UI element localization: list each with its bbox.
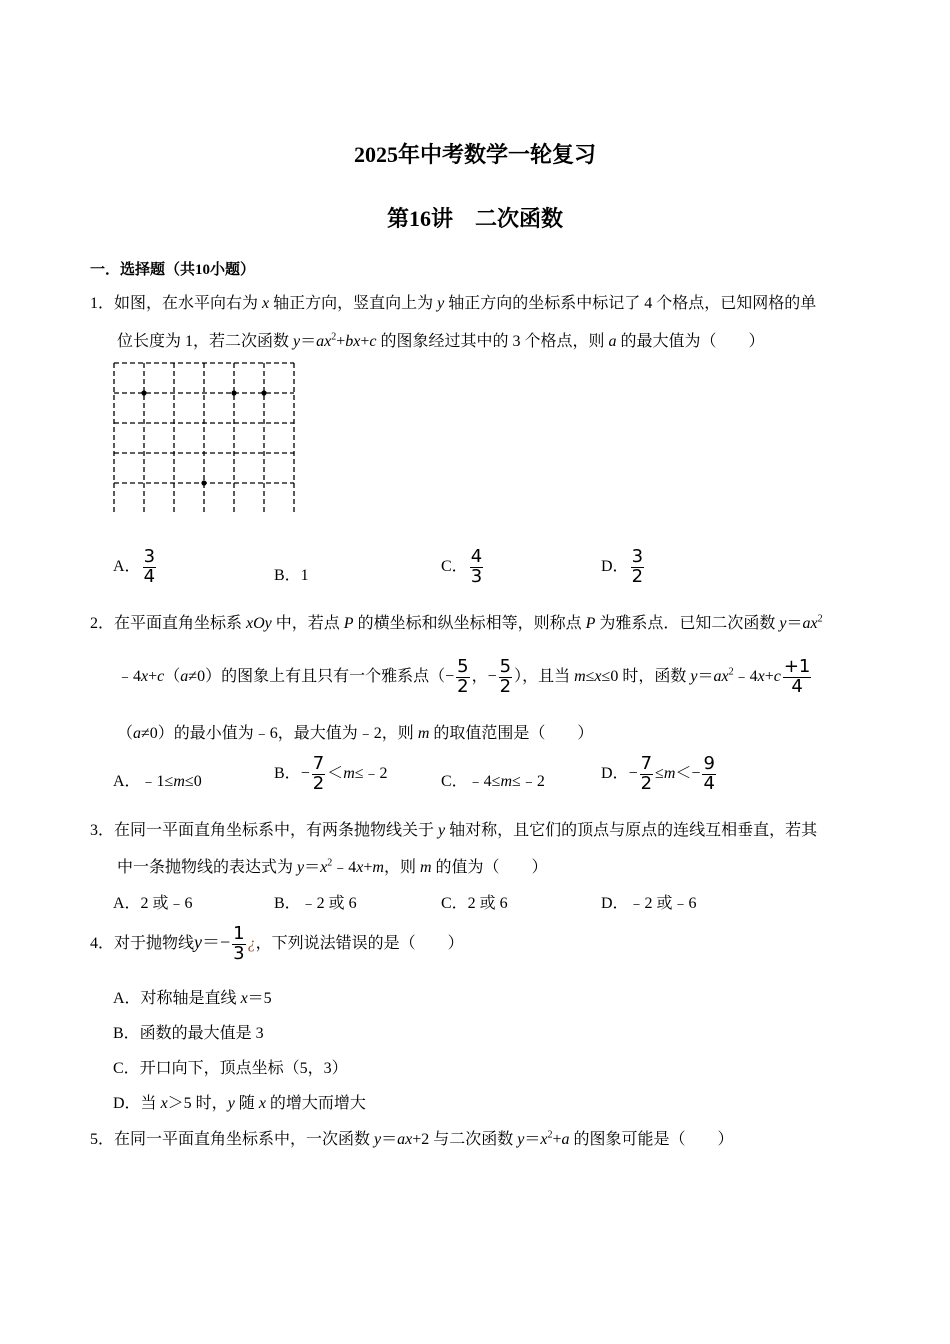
q4-option-a[interactable]: A．对称轴是直线 x＝5 — [113, 990, 272, 1007]
q3-option-c[interactable]: C．2 或 6 — [441, 895, 508, 912]
q2-line3: （a≠0）的最小值为﹣6，最大值为﹣2，则 m 的取值范围是（ ） — [117, 725, 594, 742]
lattice-grid-figure — [113, 362, 297, 512]
q3-option-d[interactable]: D．﹣2 或﹣6 — [601, 895, 697, 912]
lattice-point — [261, 390, 266, 395]
lattice-point — [201, 480, 206, 485]
q2-option-c[interactable]: C．﹣4≤m≤﹣2 — [441, 773, 545, 790]
q4-option-d[interactable]: D．当 x＞5 时，y 随 x 的增大而增大 — [113, 1095, 366, 1112]
q3-line1: 3．在同一平面直角坐标系中，有两条抛物线关于 y 轴对称，且它们的顶点与原点的连线互相垂直，若其 — [90, 822, 818, 839]
q1-option-d[interactable]: D． $\frac{3}{2}$ — [601, 546, 644, 587]
q4-option-b[interactable]: B．函数的最大值是 3 — [113, 1025, 264, 1042]
q2-line1: 2．在平面直角坐标系 xOy 中，若点 P 的横坐标和纵坐标相等，则称点 P 为雅系点．已知二次函数 $y=ax^2$ — [90, 613, 823, 632]
q2-option-b[interactable]: B．− $\frac{7}{2}$ ＜m≤﹣2 — [274, 753, 388, 794]
q1-line1: 1．如图，在水平向右为 x 轴正方向，竖直向上为 y 轴正方向的坐标系中标记了 4 个格点，已知网格的单 — [90, 295, 817, 312]
lattice-point — [231, 390, 236, 395]
q2-option-a[interactable]: A．﹣1≤m≤0 — [113, 773, 202, 790]
q3-option-b[interactable]: B．﹣2 或 6 — [274, 895, 357, 912]
lattice-point — [141, 390, 146, 395]
q1-option-c[interactable]: C． $\frac{4}{3}$ — [441, 546, 483, 587]
lecture-title: 第16讲 二次函数 — [386, 206, 563, 231]
q5-line1: 5．在同一平面直角坐标系中，一次函数 y＝ax+2 与二次函数 $y=x^2+a$ 的图象可能是（ ） — [90, 1129, 734, 1148]
q3-line2: 中一条抛物线的表达式为 $y=x^2﹣4x+m$，则 m 的值为（ ） — [117, 857, 548, 876]
q3-option-a[interactable]: A．2 或﹣6 — [113, 895, 193, 912]
section-heading: 一．选择题（共10小题） — [90, 262, 256, 278]
q1-option-b[interactable]: B．1 — [274, 567, 309, 584]
q1-line2: 位长度为 1，若二次函数 $y=ax^2+bx+c$ 的图象经过其中的 3 个格点，则 a 的最大值为（ ） — [117, 331, 765, 350]
q4-line1: 4．对于抛物线y＝− $\frac{1}{3}$ ¿，下列说法错误的是（ ） — [90, 923, 464, 964]
q2-option-d[interactable]: D．− $\frac{7}{2}$ ≤m＜− $\frac{9}{4}$ — [601, 753, 715, 794]
document-title: 2025年中考数学一轮复习 — [353, 142, 596, 167]
q1-option-a[interactable]: A． $\frac{3}{4}$ — [113, 546, 156, 587]
q4-option-c[interactable]: C．开口向下，顶点坐标（5，3） — [113, 1060, 348, 1077]
q2-line2: ﹣4x+c（a≠0）的图象上有且只有一个雅系点（− $\frac{5}{2}$ ，− $\frac{5}{2}$ ），且当 m≤x≤0 时，函数 $y=ax^2﹣4x+c$ $\frac{+1}{4}$ — [117, 656, 811, 697]
